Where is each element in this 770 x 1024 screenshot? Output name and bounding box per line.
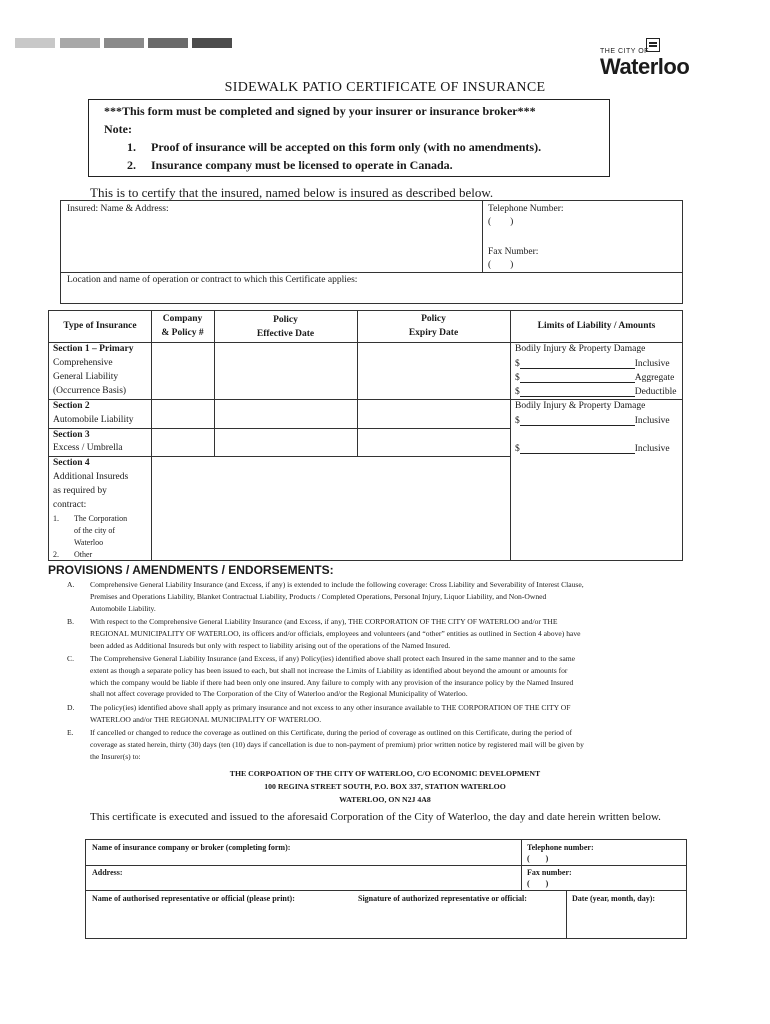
page-title: SIDEWALK PATIO CERTIFICATE OF INSURANCE: [224, 80, 546, 95]
section-4-title: Section 4: [53, 458, 90, 468]
notice-line: ***This form must be completed and signed by your insurer or insurance broker***: [104, 104, 536, 118]
provision-letter: A.: [67, 580, 75, 589]
provision-line: If cancelled or changed to reduce the coverage as outlined on this Certificate, during the period of coverage as outlined on this Certificate, during the period of: [90, 728, 573, 737]
header-type-of-insurance: Type of Insurance: [63, 321, 137, 331]
section-3-line: Excess / Umbrella: [53, 443, 123, 453]
section-1-line: Comprehensive: [53, 358, 113, 368]
fax-input[interactable]: ( ): [488, 260, 514, 270]
section-4-item-line: The Corporation: [74, 514, 128, 523]
provision-line: With respect to the Comprehensive General Liability Insurance (and Excess, if any), THE CORPORATION OF THE CITY OF WATERLOO and/or THE: [90, 617, 558, 626]
insured-name-input[interactable]: [67, 217, 475, 267]
limits-auto-row[interactable]: [515, 415, 670, 426]
logo-text: Waterloo: [600, 54, 690, 79]
section-3-expiry-input[interactable]: [358, 429, 510, 456]
header-bar-5: [192, 38, 232, 48]
note-item-2: Insurance company must be licensed to operate in Canada.: [151, 158, 453, 172]
section-2-line: Automobile Liability: [53, 415, 134, 425]
provision-line: The policy(ies) identified above shall apply as primary insurance and not excess to any other insurance available to THE CORPORATION OF THE CITY OF: [90, 703, 571, 712]
section-1-title: Section 1 – Primary: [53, 344, 134, 354]
address-line-1: THE CORPOATION OF THE CITY OF WATERLOO, C/O ECONOMIC DEVELOPMENT: [229, 769, 541, 778]
signature-input[interactable]: [358, 906, 562, 934]
insured-box: [60, 200, 683, 304]
aggregate-label: Aggregate: [634, 373, 675, 383]
limits-bodily-injury: Bodily Injury & Property Damage: [515, 344, 646, 354]
section-2-company-input[interactable]: [152, 400, 214, 428]
section-1-effective-input[interactable]: [215, 343, 357, 399]
note-item-1: Proof of insurance will be accepted on this form only (with no amendments).: [151, 140, 542, 154]
broker-address-input[interactable]: [92, 878, 516, 889]
provision-line: REGIONAL MUNICIPALITY OF WATERLOO, its officers and/or officials, employees and volunteers (and “other” entities as outlined in Section 4 above) have: [90, 628, 581, 638]
representative-label: Name of authorised representative or official (please print):: [92, 894, 295, 903]
section-4-line: Additional Insureds: [53, 472, 129, 482]
section-4-other: Other: [74, 550, 93, 559]
limits-inclusive-row[interactable]: [515, 358, 670, 369]
broker-box: [85, 839, 687, 939]
location-label: Location and name of operation or contract to which this Certificate applies:: [67, 275, 358, 285]
provision-line: Comprehensive General Liability Insurance (and Excess, if any) is extended to include the following coverage: Cross Liability and Severability of Interest Clause,: [90, 580, 584, 589]
fax-label: Fax Number:: [488, 247, 539, 257]
provision-text: [90, 653, 722, 700]
section-4-item-number: 2.: [53, 550, 59, 559]
header-policy: Policy: [273, 315, 298, 325]
note-label: Note:: [104, 122, 132, 136]
limits-bodily-injury: Bodily Injury & Property Damage: [515, 401, 646, 411]
deductible-label: Deductible: [634, 387, 677, 397]
inclusive-label: Inclusive: [634, 416, 670, 426]
representative-input[interactable]: [92, 906, 352, 934]
limits-umbrella-row[interactable]: [515, 443, 670, 454]
dollar-sign: $: [515, 373, 520, 383]
provision-letter: B.: [67, 617, 74, 626]
header-limits: Limits of Liability / Amounts: [537, 321, 656, 331]
broker-address-label: Address:: [92, 868, 123, 877]
header-policy: Policy: [421, 314, 446, 324]
header-policy-number: & Policy #: [161, 328, 204, 338]
header-bar-3: [104, 38, 144, 48]
broker-fax-input[interactable]: ( ): [527, 879, 549, 888]
provisions-title: PROVISIONS / AMENDMENTS / ENDORSEMENTS:: [48, 563, 334, 577]
section-1-line: General Liability: [53, 372, 119, 382]
section-1-line: (Occurrence Basis): [53, 386, 127, 396]
provision-line: shall not affect coverage provided to The Corporation of the City of Waterloo and/or the Regional Municipality of Waterloo.: [90, 689, 468, 699]
limits-aggregate-row[interactable]: [515, 372, 674, 383]
section-4-item-line: Waterloo: [74, 538, 104, 547]
note-item-number: 1.: [127, 140, 136, 154]
section-4-item-line: of the city of: [74, 526, 116, 535]
dollar-sign: $: [515, 444, 520, 454]
header-bar-1: [15, 38, 55, 48]
section-2-effective-input[interactable]: [215, 400, 357, 428]
section-2-expiry-input[interactable]: [358, 400, 510, 428]
section-3-title: Section 3: [53, 430, 90, 440]
provision-line: which the company would be liable if there had been only one insured. Any failure to comply with any provision of the insurance policy by the Named Insured: [90, 677, 574, 687]
logo-small-text: THE CITY OF: [600, 48, 649, 55]
section-1-expiry-input[interactable]: [358, 343, 510, 399]
amount-input[interactable]: [520, 415, 635, 426]
broker-name-label: Name of insurance company or broker (completing form):: [92, 843, 291, 852]
section-2-title: Section 2: [53, 401, 90, 411]
dollar-sign: $: [515, 387, 520, 397]
execution-statement: This certificate is executed and issued to the aforesaid Corporation of the City of Waterloo, the day and date herein written below.: [90, 811, 661, 823]
header-bar-2: [60, 38, 100, 48]
amount-input[interactable]: [520, 443, 635, 454]
dollar-sign: $: [515, 359, 520, 369]
notice-box: [88, 99, 610, 177]
address-line-2: 100 REGINA STREET SOUTH, P.O. BOX 337, STATION WATERLOO: [264, 782, 506, 791]
date-input[interactable]: [572, 906, 682, 934]
section-3-effective-input[interactable]: [215, 429, 357, 456]
provision-line: extent as though a separate policy has been issued to each, but shall not increase the Limits of Liability as identified about beyond the amount or amounts for: [90, 665, 568, 675]
amount-input[interactable]: [520, 372, 635, 383]
limits-deductible-row[interactable]: [515, 386, 676, 397]
broker-fax-label: Fax number:: [527, 868, 572, 877]
signature-label: Signature of authorized representative or official:: [358, 894, 527, 903]
logo-flag-icon: [646, 38, 660, 52]
provision-letter: E.: [67, 728, 74, 737]
date-label: Date (year, month, day):: [572, 894, 656, 903]
section-4-details-input[interactable]: [152, 457, 510, 559]
header-bar-4: [148, 38, 188, 48]
section-4-line: contract:: [53, 500, 87, 510]
provision-line: the Insurer(s) to:: [90, 751, 141, 761]
note-item-number: 2.: [127, 158, 136, 172]
header-expiry-date: Expiry Date: [408, 328, 459, 338]
inclusive-label: Inclusive: [634, 444, 670, 454]
provision-line: coverage as stated herein, thirty (30) days (ten (10) days if cancellation is due to non-payment of premium) prior written notice by registered mail will be given by: [90, 739, 584, 749]
header-company: Company: [162, 314, 203, 324]
provision-text: [90, 579, 722, 614]
broker-phone-label: Telephone number:: [527, 843, 594, 852]
inclusive-label: Inclusive: [634, 359, 670, 369]
address-line-3: WATERLOO, ON N2J 4A8: [339, 795, 431, 804]
provision-text: [90, 727, 722, 762]
provision-letter: C.: [67, 654, 74, 663]
amount-input[interactable]: [520, 386, 635, 397]
provision-line: been added as Additional Insureds but only with respect to liability arising out of the operations of the Named Insured.: [90, 640, 451, 650]
section-4-line: as required by: [53, 486, 107, 496]
provision-line: Automobile Liability.: [90, 603, 156, 613]
provision-line: Premises and Operations Liability, Blanket Contractual Liability, Products / Completed Operations, Personal Injury, Liquor Liability, and Non-Owned: [90, 591, 547, 601]
certify-statement: This is to certify that the insured, named below is insured as described below.: [90, 185, 494, 200]
header-effective-date: Effective Date: [256, 329, 315, 339]
section-4-item-number: 1.: [53, 514, 59, 523]
section-3-company-input[interactable]: [152, 429, 214, 456]
provision-text: [90, 702, 722, 726]
insured-name-label: Insured: Name & Address:: [67, 204, 169, 214]
provision-letter: D.: [67, 703, 75, 712]
telephone-label: Telephone Number:: [488, 204, 564, 214]
provision-line: The Comprehensive General Liability Insurance (and Excess, if any) Policy(ies) identified above shall protect each Insured in the same manner and to the same: [90, 654, 575, 663]
broker-phone-input[interactable]: ( ): [527, 854, 549, 863]
location-input[interactable]: [67, 287, 675, 301]
dollar-sign: $: [515, 416, 520, 426]
telephone-input[interactable]: ( ): [488, 217, 514, 227]
amount-input[interactable]: [520, 358, 635, 369]
provision-line: WATERLOO and/or THE REGIONAL MUNICIPALITY OF WATERLOO.: [90, 714, 322, 724]
provision-text: [90, 616, 722, 651]
section-1-company-input[interactable]: [152, 343, 214, 399]
broker-name-input[interactable]: [92, 853, 516, 864]
coverage-table: [48, 310, 683, 561]
